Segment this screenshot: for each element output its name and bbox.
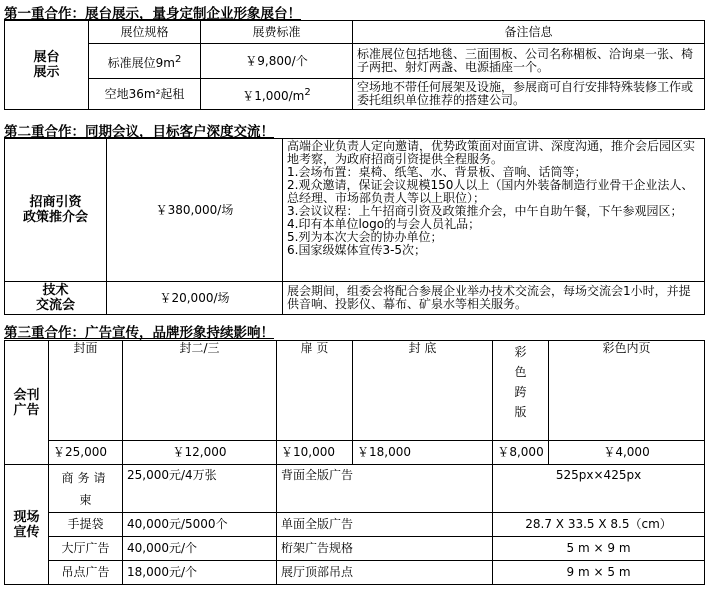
onsite-item-invitation: 商务请 柬 <box>49 465 123 513</box>
section1-title: 第一重合作：展台展示，量身定制企业形象展台！ <box>4 6 301 22</box>
onsite-item2-hall: 桁架广告规格 <box>277 537 493 561</box>
onsite-spec-bag: 28.7 X 33.5 X 8.5（cm） <box>493 513 705 537</box>
onsite-price-hall: 40,000元/个 <box>123 537 277 561</box>
section2-title: 第二重合作：同期会议，目标客户深度交流！ <box>4 124 274 140</box>
booth-spec-raw: 空地36m²起租 <box>89 79 201 110</box>
booth-price-standard: ￥9,800/个 <box>201 44 353 79</box>
header-note: 备注信息 <box>353 21 705 44</box>
onsite-spec-hall: 5 m × 9 m <box>493 537 705 561</box>
journal-spread-price: ￥8,000 <box>493 441 549 465</box>
meeting-detail-tech: 展会期间，组委会将配合参展企业举办技术交流会，每场交流会1小时，并提供音响、投影仪、幕布、矿泉水等相关服务。 <box>283 282 705 315</box>
onsite-item2-invitation: 背面全版广告 <box>277 465 493 513</box>
onsite-item2-hanging: 展厅顶部吊点 <box>277 561 493 585</box>
meeting-table <box>4 138 705 315</box>
journal-title-page-price: ￥10,000 <box>277 441 353 465</box>
onsite-spec-invitation: 525px×425px <box>493 465 705 513</box>
journal-inner-cover-price: ￥12,000 <box>123 441 277 465</box>
header-price: 展费标准 <box>201 21 353 44</box>
meeting-price-tech: ￥20,000/场 <box>107 282 283 315</box>
meeting-price-investment: ￥380,000/场 <box>107 139 283 282</box>
journal-inner-cover: 封二/三 <box>123 341 277 441</box>
booth-table <box>4 20 705 110</box>
onsite-item-hall: 大厅广告 <box>49 537 123 561</box>
booth-row-label: 展台 展示 <box>5 21 89 110</box>
booth-note-standard: 标准展位包括地毯、三面围板、公司名称楣板、洽询桌一张、椅子两把、射灯两盏、电源插座一个。 <box>353 44 705 79</box>
journal-cover: 封面 <box>49 341 123 441</box>
onsite-item-bag: 手提袋 <box>49 513 123 537</box>
journal-color-inner: 彩色内页 <box>549 341 705 441</box>
section3-title: 第三重合作：广告宣传，品牌形象持续影响！ <box>4 325 274 341</box>
meeting-label-tech: 技术 交流会 <box>5 282 107 315</box>
booth-note-raw: 空场地不带任何展架及设施，参展商可自行安排特殊装修工作或委托组织单位推荐的搭建公司。 <box>353 79 705 110</box>
onsite-price-hanging: 18,000元/个 <box>123 561 277 585</box>
journal-color-inner-price: ￥4,000 <box>549 441 705 465</box>
journal-back-cover-price: ￥18,000 <box>353 441 493 465</box>
meeting-label-investment: 招商引资 政策推介会 <box>5 139 107 282</box>
onsite-price-invitation: 25,000元/4万张 <box>123 465 277 513</box>
ad-table <box>4 340 705 585</box>
booth-spec-standard: 标准展位$9m^2$ <box>89 44 201 79</box>
meeting-detail-investment: 高端企业负责人定向邀请，优势政策面对面宣讲、深度沟通，推介会后园区实地考察，为政府招商引资提供全程服务。 1.会场布置：桌椅、纸笔、水、背景板、音响、话筒等； 2.观众邀请，保证会议规模150人以上（国内外装备制造行业骨干企业法人、总经理、市场部负责人等以上职位）； 3.会议议程：上午招商引资及政策推介会，中午自助午餐，下午参观园区； 4.印有本单位logo的与会人员礼品； 5.列为本次大会的协办单位； 6.国家级媒体宣传3-5次； <box>283 139 705 282</box>
onsite-item2-bag: 单面全版广告 <box>277 513 493 537</box>
booth-price-raw: ￥$1,000/m^2$ <box>201 79 353 110</box>
journal-color-spread: 彩 色 跨 版 <box>493 341 549 441</box>
header-spec: 展位规格 <box>89 21 201 44</box>
onsite-ad-label: 现场 宣传 <box>5 465 49 585</box>
journal-back-cover: 封 底 <box>353 341 493 441</box>
journal-title-page: 扉 页 <box>277 341 353 441</box>
journal-cover-price: ￥25,000 <box>49 441 123 465</box>
journal-ad-label: 会刊 广告 <box>5 341 49 465</box>
onsite-price-bag: 40,000元/5000个 <box>123 513 277 537</box>
onsite-spec-hanging: 9 m × 5 m <box>493 561 705 585</box>
onsite-item-hanging: 吊点广告 <box>49 561 123 585</box>
